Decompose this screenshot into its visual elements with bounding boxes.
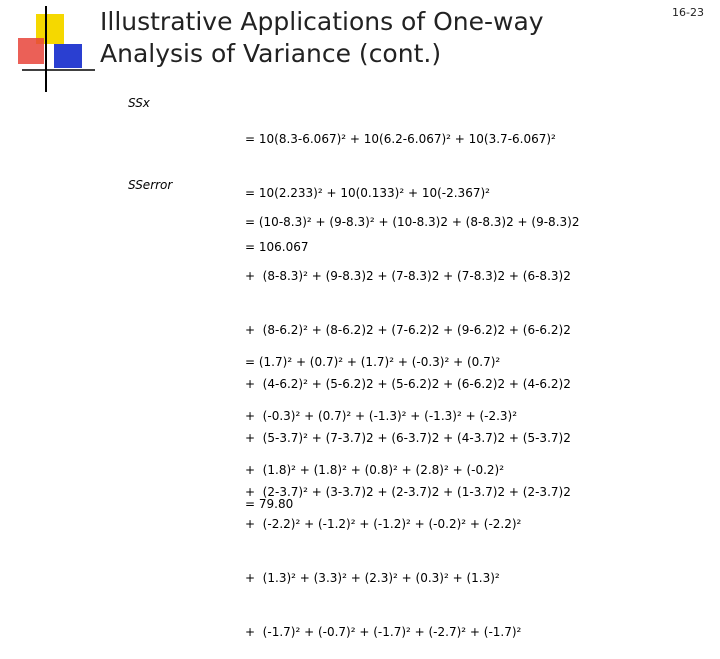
sserror-line: + (2-3.7)² + (3-3.7)2 + (2-3.7)2 + (1-3.7)2 + (2-3.7)2 — [245, 485, 571, 499]
sserror-line: + (-0.3)² + (0.7)² + (-1.3)² + (-1.3)² + (-2.3)² — [245, 409, 518, 423]
ssx-line: = 10(2.233)² + 10(0.133)² + 10(-2.367)² — [245, 186, 490, 200]
title-line-2: Analysis of Variance (cont.) — [100, 39, 442, 68]
sserror-line: + (1.8)² + (1.8)² + (0.8)² + (2.8)² + (-0.2)² — [245, 463, 505, 477]
sserror-line: + (4-6.2)² + (5-6.2)2 + (5-6.2)2 + (6-6.2)2 + (4-6.2)2 — [245, 377, 571, 391]
slide-number: 16-23 — [672, 6, 704, 19]
ssx-line: = 10(8.3-6.067)² + 10(6.2-6.067)² + 10(3.7-6.067)² — [245, 132, 556, 146]
ssx-label: SSx — [128, 96, 150, 110]
sserror-line: = (10-8.3)² + (9-8.3)² + (10-8.3)2 + (8-8.3)2 + (9-8.3)2 — [245, 215, 580, 229]
sserror-line: = (1.7)² + (0.7)² + (1.7)² + (-0.3)² + (0.7)² — [245, 355, 501, 369]
sserror-line: + (8-8.3)² + (9-8.3)2 + (7-8.3)2 + (7-8.3)2 + (6-8.3)2 — [245, 269, 571, 283]
slide-logo — [0, 0, 100, 100]
title-line-1: Illustrative Applications of One-way — [100, 7, 544, 36]
slide-title — [100, 6, 544, 70]
logo-red-square — [18, 38, 44, 64]
sserror-result — [245, 459, 293, 531]
sserror-line: + (8-6.2)² + (8-6.2)2 + (7-6.2)2 + (9-6.2)2 + (6-6.2)2 — [245, 323, 571, 337]
sserror-line: + (-1.7)² + (-0.7)² + (-1.7)² + (-2.7)² + (-1.7)² — [245, 625, 522, 639]
sserror-line: + (1.3)² + (3.3)² + (2.3)² + (0.3)² + (1.3)² — [245, 571, 500, 585]
logo-blue-square — [54, 44, 82, 68]
sserror-result-line: = 79.80 — [245, 497, 294, 511]
ssx-line: = 106.067 — [245, 240, 309, 254]
sserror-line: + (5-3.7)² + (7-3.7)2 + (6-3.7)2 + (4-3.7)2 + (5-3.7)2 — [245, 431, 571, 445]
sserror-line: + (-2.2)² + (-1.2)² + (-1.2)² + (-0.2)² + (-2.2)² — [245, 517, 522, 531]
sserror-label: SSerror — [128, 178, 173, 192]
